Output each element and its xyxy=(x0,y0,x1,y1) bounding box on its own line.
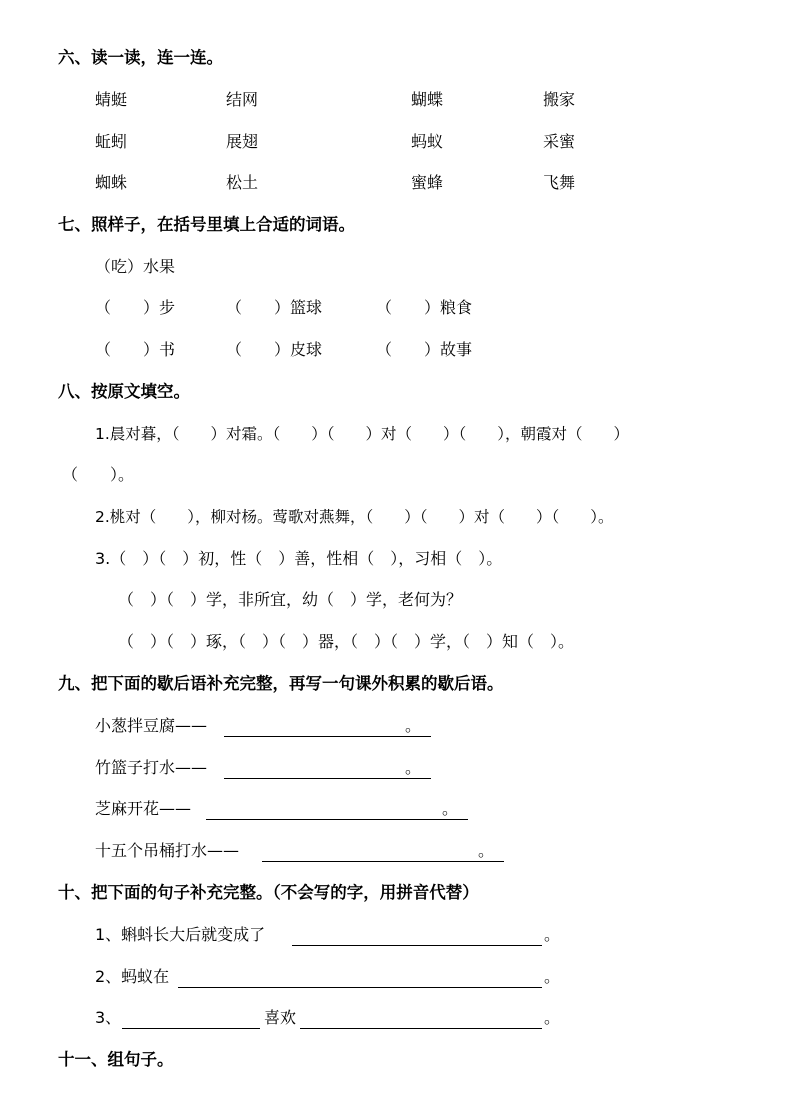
section-7-title: 七、照样子，在括号里填上合适的词语。 xyxy=(58,215,355,234)
section-11-title: 十一、组句子。 xyxy=(58,1050,174,1069)
section-6-title: 六、读一读，连一连。 xyxy=(58,48,223,67)
fill-line: 1.晨对暮，（ ）对霜。（ ）（ ）对（ ）（ ），朝霞对（ ） xyxy=(95,425,630,443)
word-cell: 蚂蚁 xyxy=(411,132,444,151)
sentence-prompt: 1、蝌蚪长大后就变成了 xyxy=(95,925,266,944)
word-cell: 蜘蛛 xyxy=(95,173,128,192)
fill-line: 3.（ ）（ ）初，性（ ）善，性相（ ），习相（ ）。 xyxy=(95,549,503,568)
blank-phrase: （ ）粮食 xyxy=(376,298,473,317)
idiom-prompt: 芝麻开花—— xyxy=(95,799,192,818)
section-8-title: 八、按原文填空。 xyxy=(58,382,190,401)
sentence-prompt: 2、蚂蚁在 xyxy=(95,967,170,986)
word-cell: 蚯蚓 xyxy=(95,132,128,151)
fill-line: 2.桃对（ ），柳对杨。莺歌对燕舞，（ ）（ ）对（ ）（ ）。 xyxy=(95,508,614,526)
blank-phrase: （ ）步 xyxy=(95,298,176,317)
answer-blank[interactable] xyxy=(206,799,468,820)
answer-blank[interactable] xyxy=(300,1008,542,1029)
word-cell: 蜻蜓 xyxy=(95,90,128,109)
example-text: （吃）水果 xyxy=(95,257,176,276)
answer-blank[interactable] xyxy=(224,758,431,779)
word-cell: 结网 xyxy=(226,90,259,109)
answer-blank[interactable] xyxy=(178,967,542,988)
fill-line: （ ）。 xyxy=(62,465,135,484)
fill-line: （ ）（ ）学，非所宜，幼（ ）学，老何为？ xyxy=(118,590,463,609)
blank-phrase: （ ）篮球 xyxy=(226,298,323,317)
idiom-prompt: 小葱拌豆腐—— xyxy=(95,716,208,735)
answer-blank[interactable] xyxy=(262,841,504,862)
period: 。 xyxy=(544,925,561,944)
section-10-title: 十、把下面的句子补充完整。（不会写的字，用拼音代替） xyxy=(58,883,479,902)
blank-phrase: （ ）皮球 xyxy=(226,340,323,359)
answer-blank[interactable] xyxy=(224,716,431,737)
period: 。 xyxy=(404,758,421,777)
period: 。 xyxy=(544,967,561,986)
sentence-prompt: 喜欢 xyxy=(264,1008,297,1027)
word-cell: 蝴蝶 xyxy=(411,90,444,109)
blank-phrase: （ ）故事 xyxy=(376,340,473,359)
answer-blank[interactable] xyxy=(122,1008,260,1029)
word-cell: 展翅 xyxy=(226,132,259,151)
answer-blank[interactable] xyxy=(292,925,542,946)
word-cell: 飞舞 xyxy=(543,173,576,192)
sentence-prompt: 3、 xyxy=(95,1008,122,1027)
word-cell: 松土 xyxy=(226,173,259,192)
idiom-prompt: 十五个吊桶打水—— xyxy=(95,841,240,860)
idiom-prompt: 竹篮子打水—— xyxy=(95,758,208,777)
section-9-title: 九、把下面的歇后语补充完整，再写一句课外积累的歇后语。 xyxy=(58,674,504,693)
word-cell: 搬家 xyxy=(543,90,576,109)
period: 。 xyxy=(441,799,458,818)
period: 。 xyxy=(544,1008,561,1027)
word-cell: 采蜜 xyxy=(543,132,576,151)
blank-phrase: （ ）书 xyxy=(95,340,176,359)
period: 。 xyxy=(477,841,494,860)
fill-line: （ ）（ ）琢，（ ）（ ）器，（ ）（ ）学，（ ）知（ ）。 xyxy=(118,632,575,651)
word-cell: 蜜蜂 xyxy=(411,173,444,192)
period: 。 xyxy=(404,716,421,735)
